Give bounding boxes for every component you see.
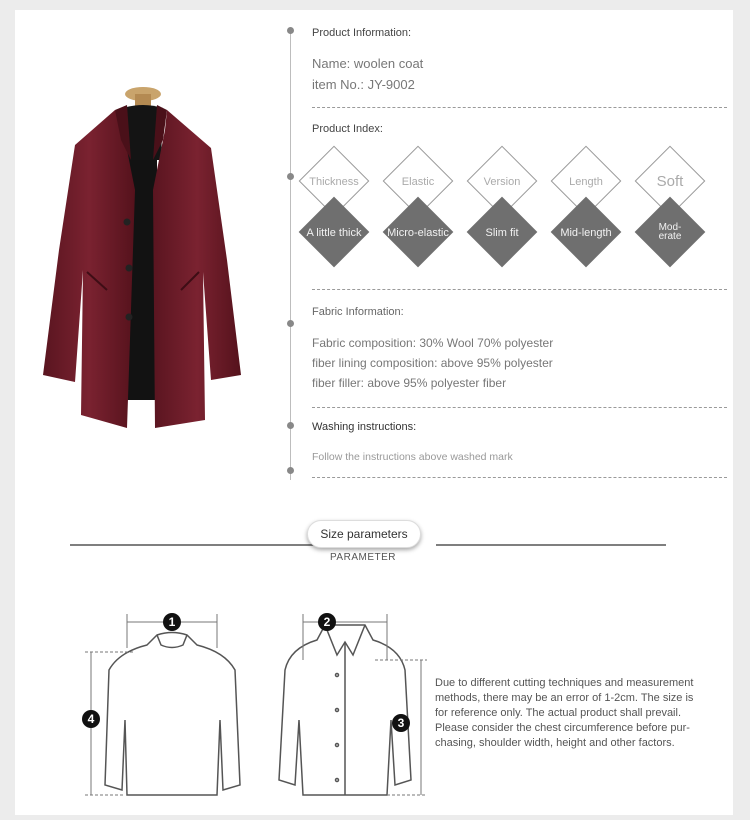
fabric-line: fiber filler: above 95% polyester fiber xyxy=(312,376,507,390)
marker-4: 4 xyxy=(82,710,100,728)
product-name: Name: woolen coat xyxy=(312,56,424,71)
marker-1: 1 xyxy=(163,613,181,631)
timeline-dot xyxy=(287,422,294,429)
product-index-title: Product Index: xyxy=(312,123,383,135)
fabric-info-title: Fabric Information: xyxy=(312,306,404,318)
header-rule-left xyxy=(70,544,320,546)
timeline-dot xyxy=(287,467,294,474)
fabric-line: Fabric composition: 30% Wool 70% polyester xyxy=(312,336,554,350)
washing-title: Washing instructions: xyxy=(312,421,417,433)
index-label: Version xyxy=(483,176,521,188)
timeline-dot xyxy=(287,27,294,34)
divider xyxy=(312,407,727,408)
timeline-dot xyxy=(287,320,294,327)
coat-product-image xyxy=(15,10,275,490)
fabric-line: fiber lining composition: above 95% polyester xyxy=(312,356,553,370)
washing-text: Follow the instructions above washed mark xyxy=(312,451,513,463)
index-value: Micro-elastic xyxy=(387,227,449,239)
marker-3: 3 xyxy=(392,714,410,732)
size-parameters-title: Size parameters xyxy=(307,520,421,548)
size-disclaimer: Due to different cutting techniques and measurement methods, there may be an error of 1-2cm. The size is for reference only. The actual product shall prevail. Please consider the chest circumference before pur- chasing, shoulder width, height and other factors. xyxy=(435,677,694,749)
jacket-front-diagram xyxy=(255,600,435,805)
index-label: Elastic xyxy=(401,176,435,188)
item-number: item No.: JY-9002 xyxy=(312,77,415,92)
jacket-back-diagram xyxy=(75,600,255,805)
divider xyxy=(312,477,727,478)
index-label: Soft xyxy=(656,173,684,190)
index-value: Mid-length xyxy=(560,227,612,239)
marker-2: 2 xyxy=(318,613,336,631)
divider xyxy=(312,107,727,108)
index-label: Length xyxy=(569,176,603,188)
divider xyxy=(312,289,727,290)
header-rule-right xyxy=(436,544,666,546)
timeline-line xyxy=(290,30,291,480)
index-value: Mod- erate xyxy=(658,222,682,242)
index-value: A little thick xyxy=(306,227,362,239)
parameter-subtitle: PARAMETER xyxy=(330,552,396,563)
index-label: Thickness xyxy=(309,176,359,188)
index-value: Slim fit xyxy=(485,227,519,239)
product-info-title: Product Information: xyxy=(312,27,412,39)
product-detail-card xyxy=(15,10,733,815)
